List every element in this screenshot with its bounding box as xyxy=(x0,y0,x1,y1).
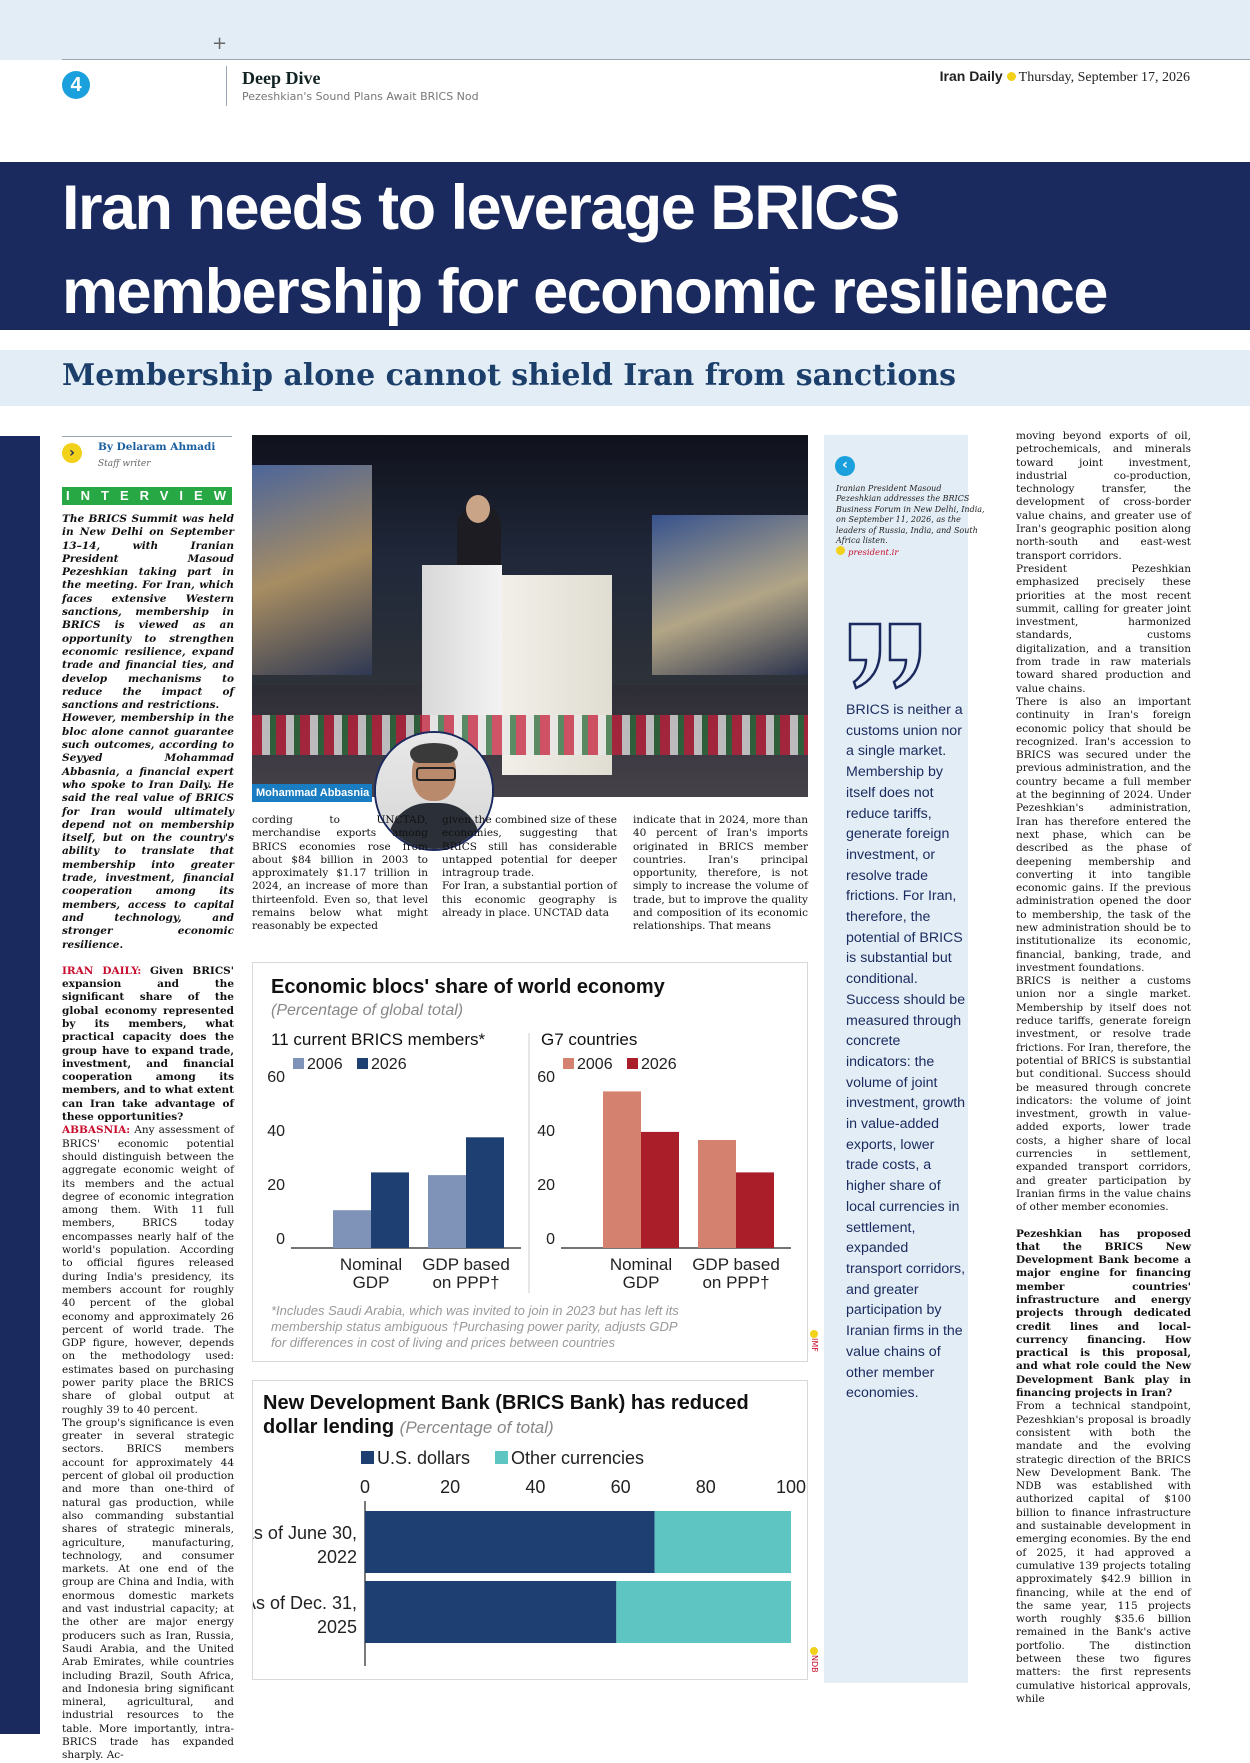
chart2-xtick-label: 60 xyxy=(610,1477,631,1497)
author-name: By Delaram Ahmadi xyxy=(98,441,216,453)
headline: Iran needs to leverage BRICS membership for economic resilience xyxy=(62,173,1107,327)
chart1-legend-label: 2006 xyxy=(307,1056,343,1073)
right-text-2: President Pezeshkian emphasized precisely these priorities at the most recent summit, calling for greater joint investment, harmonized standards, customs digitalization, and a transition from trade in raw materials toward shared production and value chains. xyxy=(1016,562,1191,695)
chart1-ytick-label: 20 xyxy=(537,1177,555,1194)
middle-column-2 xyxy=(442,814,617,920)
right-text-4: BRICS is neither a customs union nor a single market. Membership by itself does not reduce tariffs, generate foreign investment, or resolve trade frictions. For Iran, therefore, the potential of BRICS is substantial but conditional. Success should be measured through concrete indicators: the volume of joint investment, growth in value-added exports, lower trade costs, a higher share of local currencies in settlement, expanded transport corridors, and greater participation by Iranian firms in the value chains of other member economies. xyxy=(1016,975,1191,1214)
chart-economic-blocs-svg xyxy=(253,963,807,1361)
chart1-ytick-label: 60 xyxy=(537,1069,555,1086)
chart2-xtick-label: 100 xyxy=(775,1477,807,1497)
quote-mark-icon xyxy=(846,620,926,690)
left-accent-bar xyxy=(0,436,40,1734)
chart1-ytick-label: 20 xyxy=(267,1177,285,1194)
dot-icon xyxy=(836,546,845,555)
chart1-panel-title: G7 countries xyxy=(541,1030,638,1049)
chart-ndb-lending xyxy=(252,1380,808,1680)
chart2-bar xyxy=(365,1581,616,1643)
left-column xyxy=(62,513,234,1763)
answer-1-text: Any assessment of BRICS' economic potential should distinguish between the aggregate economic weight of its members and the actual degree of economic integration among them. With 11 full members, BRICS today encompasses nearly half of the world's population. According to official figures released during India's presidency, its members account for roughly 40 percent of the global economy and approximately 26 percent of world trade. The GDP figure, however, depends on the methodology used: estimates based on purchasing power parity place the BRICS share of global output at roughly 39 to 40 percent. xyxy=(62,1124,235,1416)
chart1-title: Economic blocs' share of world economy xyxy=(271,976,665,998)
photo-speaker-face xyxy=(466,495,490,523)
photo-caption-text: Iranian President Masoud Pezeshkian addresses the BRICS Business Forum in New Delhi, India, on September 11, 2026, as the leaders of Russia, India, and South Africa listen. xyxy=(836,484,985,546)
middle-text-1: cording to UNCTAD, merchandise exports among BRICS economies rose from about $84 billion in 2003 to approximately $1.17 trillion in 2024, an increase of more than thirteenfold. Even so, that level remains below what might reasonably be expected xyxy=(252,814,428,933)
chart1-bar xyxy=(641,1132,679,1248)
chart1-category-label: on PPP† xyxy=(432,1273,500,1292)
byline-rule xyxy=(62,436,232,437)
middle-text-3: indicate that in 2024, more than 40 percent of Iran's imports originated in BRICS member countries. Iran's principal opportunity, therefore, is not simply to increase the volume of trade, but to improve the quality and composition of its economic relationships. That means xyxy=(633,814,808,933)
chart1-legend-swatch xyxy=(293,1058,304,1069)
chart1-footnote-line1: *Includes Saudi Arabia, which was invited to join in 2023 but has left its xyxy=(271,1303,679,1318)
top-band xyxy=(0,0,1250,60)
right-text-3: There is also an important continuity in Iran's foreign economic policy that should be recognized. Iran's accession to BRICS was secured under the previous administration, and the country became a full member at the beginning of 2024. Under Pezeshkian's administration, Iran has therefore entered the next phase, which can be described as the phase of deepening membership and converting it into tangible economic gains. If the previous administration opened the door to membership, the task of the new administration should be to institutionalize its economic, financial, banking, trade, and investment foundations. xyxy=(1016,695,1191,974)
chart1-legend-label: 2026 xyxy=(641,1056,677,1073)
chart2-category-label: As of Dec. 31, xyxy=(253,1593,357,1613)
intro-paragraph-2: However, membership in the bloc alone cannot guarantee such outcomes, according to Seyyed Mohammad Abbasnia, a financial expert who spoke to Iran Daily. He said the real value of BRICS for Iran would ultimately depend not on membership itself, but on the country's ability to translate that membership into greater trade, investment, financial cooperation among its members, access to capital and technology, and stronger economic resilience. xyxy=(62,712,234,951)
pull-quote: BRICS is neither a customs union nor a single market. Membership by itself does not reduce tariffs, generate foreign investment, or resolve trade frictions. For Iran, therefore, the potential of BRICS is substantial but conditional. Success should be measured through concrete indicators: the volume of joint investment, growth in value-added exports, lower trade costs, a higher share of local currencies in settlement, expanded transport corridors, and greater participation by Iranian firms in the value chains of other member economies. xyxy=(846,702,966,1402)
chart2-xtick-label: 0 xyxy=(359,1477,371,1497)
plus-mark: + xyxy=(212,33,228,54)
chart2-source-text: NDB xyxy=(810,1655,819,1673)
chart1-bar xyxy=(466,1137,504,1248)
question-1 xyxy=(62,965,234,1125)
chart1-category-label: GDP xyxy=(352,1273,390,1292)
chart2-bar xyxy=(365,1511,655,1573)
chart1-source-text: IMF xyxy=(810,1338,819,1352)
photo-screen-left xyxy=(252,465,372,675)
question-1-text: Given BRICS' expansion and the significant share of the global economy represented by its members, what practical capacity does the group have to expand trade, investment, and financial cooperation among its members, and to what extent can Iran take advantage of these opportunities? xyxy=(62,964,234,1124)
middle-text-2: given the combined size of these economies, suggesting that BRICS still has considerable untapped potential for deeper intragroup trade. xyxy=(442,814,617,880)
middle-column-1 xyxy=(252,814,428,934)
chart1-legend-swatch xyxy=(563,1058,574,1069)
chart1-bar xyxy=(736,1172,774,1248)
chart1-bar xyxy=(698,1140,736,1248)
author-role: Staff writer xyxy=(98,459,151,469)
photo-credit: president.ir xyxy=(848,548,899,559)
photo-screen-right xyxy=(652,515,808,675)
chart2-bar xyxy=(655,1511,791,1573)
portrait-hair xyxy=(410,743,458,763)
page-number: 4 xyxy=(62,71,90,99)
chart1-legend-swatch xyxy=(357,1058,368,1069)
header-divider xyxy=(226,66,227,106)
chart2-bar xyxy=(616,1581,791,1643)
chart2-source xyxy=(810,1647,819,1673)
middle-column-3 xyxy=(633,814,808,934)
chart2-legend-label: U.S. dollars xyxy=(377,1448,471,1468)
chart2-legend-swatch xyxy=(361,1451,374,1464)
chart1-category-label: Nominal xyxy=(609,1255,673,1274)
chart1-legend-label: 2006 xyxy=(577,1056,613,1073)
chart-economic-blocs xyxy=(252,962,808,1362)
chart1-ytick-label: 60 xyxy=(267,1069,285,1086)
chart2-xtick-label: 20 xyxy=(440,1477,461,1497)
chart1-category-label: Nominal xyxy=(339,1255,403,1274)
chart1-bar xyxy=(603,1091,641,1248)
chart2-xtick-label: 40 xyxy=(525,1477,546,1497)
middle-text-2b: For Iran, a substantial portion of this economic geography is already in place. UNCTAD data xyxy=(442,880,617,920)
paper-name: Iran Daily xyxy=(939,68,1003,84)
answer-1b: The group's significance is even greater in several strategic sectors. BRICS members account for approximately 44 percent of global oil production and more than one-third of natural gas production, while also commanding substantial shares of strategic minerals, agriculture, manufacturing, technology, and consumer markets. At one end of the group are China and India, with enormous domestic markets and vast industrial capacity; at the other are major energy producers such as Iran, Russia, Saudi Arabia, and the United Arab Emirates, while countries including Brazil, South Africa, and Indonesia bring significant mineral, agricultural, and industrial resources to the table. More importantly, intra-BRICS trade has expanded sharply. Ac- xyxy=(62,1416,234,1762)
photo-flowers xyxy=(252,715,808,755)
chart1-ytick-label: 40 xyxy=(537,1123,555,1140)
chart1-bar xyxy=(371,1172,409,1248)
chart1-category-label: GDP based xyxy=(422,1255,510,1274)
chart2-category-label: 2025 xyxy=(316,1617,357,1637)
chart2-title-line1: New Development Bank (BRICS Bank) has reduced xyxy=(263,1392,749,1414)
chart2-category-label: As of June 30, xyxy=(253,1523,357,1543)
right-column xyxy=(1016,430,1191,1706)
chart1-subtitle: (Percentage of global total) xyxy=(271,1002,464,1019)
right-text-1: moving beyond exports of oil, petrochemicals, and minerals toward joint investment, industrial co-production, technology transfer, the development of cross-border value chains, and greater use of Iran's geographic position along north-south and east-west transport corridors. xyxy=(1016,430,1191,562)
dateline xyxy=(940,68,1190,86)
answer-2: From a technical standpoint, Pezeshkian's proposal is broadly consistent with both the mandate and the evolving strategic direction of the BRICS New Development Bank. The NDB was established with authorized capital of $100 billion to finance infrastructure and sustainable development in emerging economies. By the end of 2025, it had approved a cumulative 139 projects totaling approximately $42.9 billion in financing, while at the end of the same year, 115 projects worth roughly $35.6 billion remained in the Bank's active portfolio. The distinction between these two figures matters: the first represents cumulative historical approvals, while xyxy=(1016,1400,1191,1705)
chart-ndb-lending-svg xyxy=(253,1381,807,1679)
chart2-subtitle: (Percentage of total) xyxy=(399,1418,554,1437)
intro-paragraph: The BRICS Summit was held in New Delhi on September 13–14, with Iranian President Masoud Pezeshkian taking part in the meeting. For Iran, which faces extensive Western sanctions, membership in BRICS is viewed as an opportunity to strengthen economic resilience, expand trade and financial ties, and develop mechanisms to reduce the impact of sanctions and restrictions. xyxy=(62,513,234,712)
answer-1-label: ABBASNIA: xyxy=(62,1124,131,1137)
chart1-footnote-line2: membership status ambiguous †Purchasing power parity, adjusts GDP xyxy=(271,1319,678,1334)
chart2-category-label: 2022 xyxy=(316,1547,357,1567)
chart1-footnote-line3: for differences in cost of living and prices between countries xyxy=(271,1335,615,1350)
chart2-xtick-label: 80 xyxy=(695,1477,716,1497)
chevron-left-icon: ‹ xyxy=(835,456,855,476)
chart1-bar xyxy=(428,1175,466,1248)
header-rule xyxy=(62,59,1250,60)
interviewee-label: Mohammad Abbasnia xyxy=(252,784,372,802)
section-title: Deep Dive xyxy=(242,68,321,88)
question-1-label: IRAN DAILY: xyxy=(62,964,142,977)
chart1-panel-title: 11 current BRICS members* xyxy=(271,1030,486,1049)
portrait-glasses xyxy=(416,767,456,781)
dot-icon xyxy=(810,1647,818,1655)
chart1-ytick-label: 40 xyxy=(267,1123,285,1140)
chart1-ytick-label: 0 xyxy=(276,1231,285,1248)
chart1-ytick-label: 0 xyxy=(546,1231,555,1248)
issue-date: Thursday, September 17, 2026 xyxy=(1018,70,1190,85)
chart1-category-label: on PPP† xyxy=(702,1273,770,1292)
chart1-source xyxy=(810,1330,819,1352)
chart1-legend-label: 2026 xyxy=(371,1056,407,1073)
dot-icon xyxy=(810,1330,818,1338)
chart1-bar xyxy=(333,1210,371,1248)
interview-tag: INTERVIEW xyxy=(62,487,232,505)
chart2-title-line2: dollar lending (Percentage of total) xyxy=(263,1416,554,1438)
dot-icon xyxy=(1007,72,1016,81)
chevron-right-icon: › xyxy=(62,443,82,463)
subheadline: Membership alone cannot shield Iran from sanctions xyxy=(62,358,957,393)
section-subtitle: Pezeshkian's Sound Plans Await BRICS Nod xyxy=(242,90,479,103)
chart2-legend-swatch xyxy=(495,1451,508,1464)
summit-photo xyxy=(252,435,808,797)
answer-1 xyxy=(62,1124,234,1417)
question-2: Pezeshkian has proposed that the BRICS New Development Bank become a major engine for financing member countries' infrastructure and energy projects through dedicated credit lines and local-currency financing. How practical is this proposal, and what role could the New Development Bank play in financing projects in Iran? xyxy=(1016,1227,1191,1400)
chart1-legend-swatch xyxy=(627,1058,638,1069)
chart1-category-label: GDP based xyxy=(692,1255,780,1274)
chart1-category-label: GDP xyxy=(622,1273,660,1292)
chart2-legend-label: Other currencies xyxy=(511,1448,645,1468)
photo-caption xyxy=(836,484,986,559)
